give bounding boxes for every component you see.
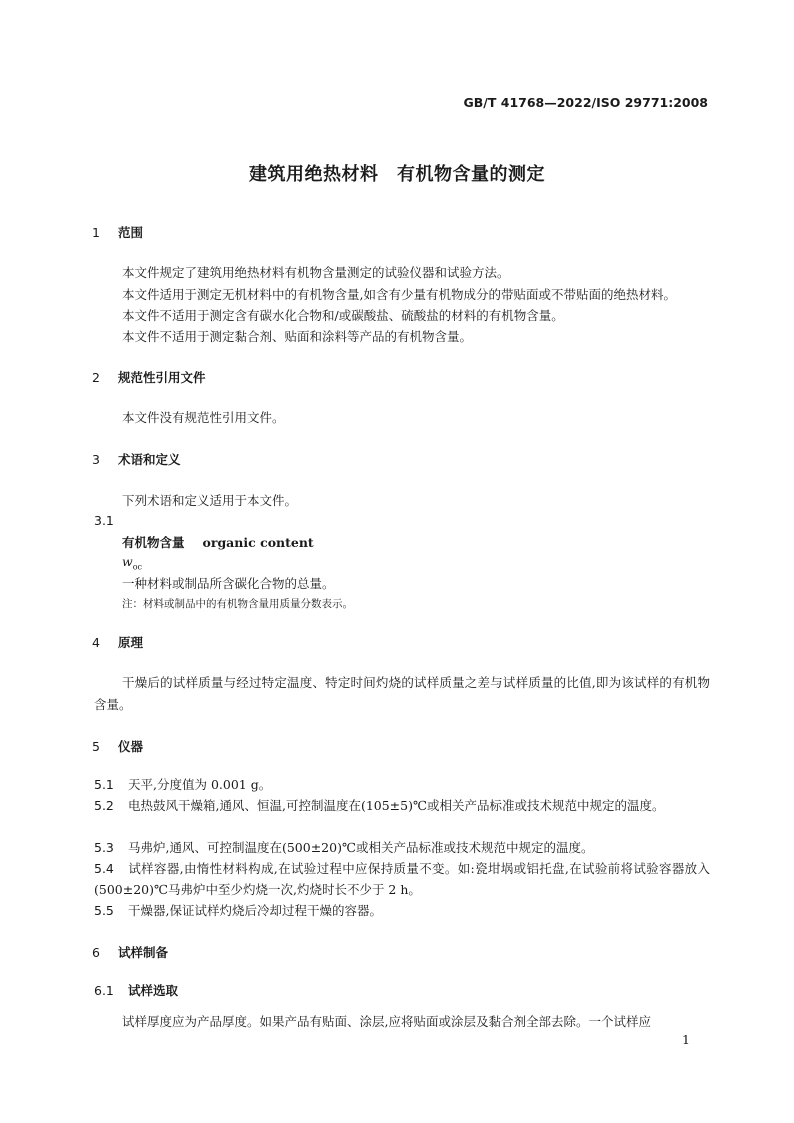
- item-text: 试样容器,由惰性材料构成,在试验过程中应保持质量不变。如:瓷坩埚或铝托盘,在试验前将试验容器放入(500±20)℃马弗炉中至少灼烧一次,灼烧时长不少于 2 h。: [94, 861, 710, 897]
- item-number: 5.5: [94, 903, 114, 918]
- item-text: 电热鼓风干燥箱,通风、恒温,可控制温度在(105±5)℃或相关产品标准或技术规范中规定的温度。: [128, 798, 665, 813]
- apparatus-item: [94, 795, 710, 816]
- section-heading-normative-references: [92, 368, 206, 386]
- item-text: 干燥器,保证试样灼烧后冷却过程干燥的容器。: [128, 903, 382, 918]
- apparatus-item: [94, 900, 710, 921]
- term-en: organic content: [202, 535, 314, 550]
- term-zh: 有机物含量: [122, 535, 185, 550]
- term-definition: 一种材料或制品所含碳化合物的总量。: [122, 576, 335, 591]
- paragraph: 试样厚度应为产品厚度。如果产品有贴面、涂层,应将贴面或涂层及黏合剂全部去除。一个试样应: [122, 1014, 651, 1029]
- document-title: 建筑用绝热材料 有机物含量的测定: [249, 164, 545, 185]
- subsection-heading-specimen-selection: [94, 981, 178, 999]
- item-number: 5.3: [94, 840, 114, 855]
- item-number: 5.1: [94, 777, 114, 792]
- item-number: 5.4: [94, 861, 114, 876]
- section-number: 1: [92, 225, 100, 240]
- section-heading-scope: [92, 223, 143, 241]
- section-number: 3: [92, 452, 100, 467]
- section-heading-principle: [92, 633, 143, 651]
- section-heading-specimen-preparation: [92, 943, 168, 961]
- apparatus-item: [94, 837, 710, 858]
- paragraph: 本文件不适用于测定含有碳水化合物和/或碳酸盐、硫酸盐的材料的有机物含量。: [122, 308, 564, 323]
- item-text: 马弗炉,通风、可控制温度在(500±20)℃或相关产品标准或技术规范中规定的温度。: [128, 840, 594, 855]
- standard-code: GB/T 41768—2022/ISO 29771:2008: [463, 95, 708, 110]
- term-note: 注：材料或制品中的有机物含量用质量分数表示。: [122, 598, 353, 610]
- paragraph: 本文件适用于测定无机材料中的有机物含量,如含有少量有机物成分的带贴面或不带贴面的绝热材料。: [122, 287, 676, 302]
- paragraph: 本文件不适用于测定黏合剂、贴面和涂料等产品的有机物含量。: [122, 329, 473, 344]
- term-number: 3.1: [94, 513, 114, 528]
- section-title: 术语和定义: [118, 452, 181, 467]
- apparatus-item: [94, 858, 710, 900]
- section-title: 范围: [118, 225, 144, 240]
- apparatus-item: [94, 774, 710, 795]
- paragraph: 本文件规定了建筑用绝热材料有机物含量测定的试验仪器和试验方法。: [122, 265, 510, 280]
- section-number: 4: [92, 635, 100, 650]
- section-number: 2: [92, 370, 100, 385]
- paragraph: 下列术语和定义适用于本文件。: [122, 493, 298, 508]
- section-heading-terms: [92, 450, 181, 468]
- section-number: 6: [92, 945, 100, 960]
- paragraph: 干燥后的试样质量与经过特定温度、特定时间灼烧的试样质量之差与试样质量的比值,即为该试样的有机物含量。: [94, 675, 710, 712]
- term-symbol: $w_{oc}$: [122, 554, 142, 572]
- item-number: 5.2: [94, 798, 114, 813]
- section-title: 规范性引用文件: [118, 370, 206, 385]
- section-heading-apparatus: [92, 737, 143, 755]
- section-title: 原理: [118, 635, 144, 650]
- section-title: 仪器: [118, 739, 144, 754]
- item-text: 天平,分度值为 0.001 g。: [128, 777, 272, 792]
- paragraph: 本文件没有规范性引用文件。: [122, 410, 285, 425]
- page-number: 1: [682, 1032, 690, 1047]
- section-title: 试样制备: [118, 945, 169, 960]
- section-number: 5: [92, 739, 100, 754]
- subsection-title: 试样选取: [128, 983, 179, 998]
- term-entry: [122, 533, 314, 551]
- subsection-number: 6.1: [94, 983, 114, 998]
